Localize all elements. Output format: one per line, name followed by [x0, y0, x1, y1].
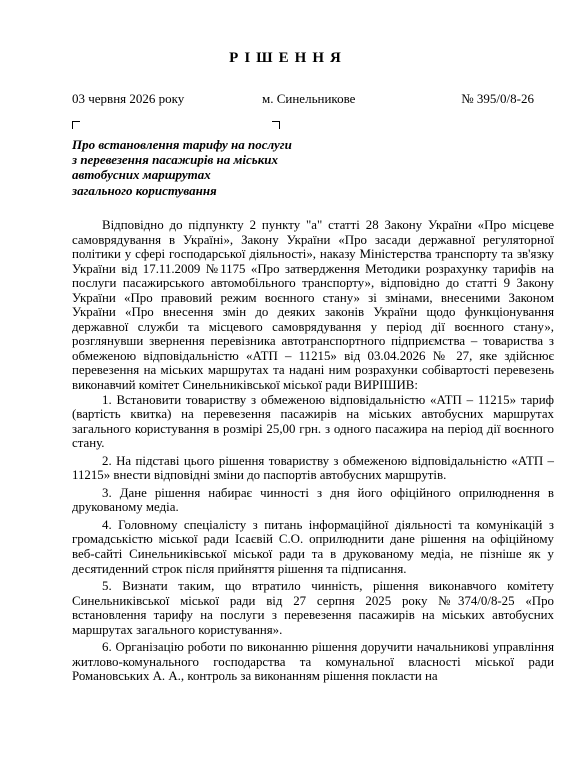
subject-line: Про встановлення тарифу на послуги [72, 137, 292, 152]
preamble-paragraph: Відповідно до підпункту 2 пункту "а" статті 28 Закону України «Про місцеве самоврядування в Україні», Закону України «Про засади державної регуляторної політики у сфері господарської діяльності», наказу Міністерства транспорту та зв'язку України від 17.11.2009 №1175 «Про затвердження Методики розрахунку тарифів на послуги пасажирського автомобільного транспорту», відповідно до статті 9 Закону України «Про правовий режим воєнного стану» зі змінами, внесеними Законом України «Про внесення змін до деяких законів України щодо функціонування державної служби та місцевого самоврядування у період дії воєнного стану», розглянувши звернення перевізника автотранспортного підприємства – товариства з обмеженою відповідальністю «АТП – 11215» від 03.04.2026 № 27, яке здійснює перевезення на міських маршрутах та надані ним розрахунки собівартості перевезень виконавчий комітет Синельниківської міської ради ВИРІШИВ: [72, 218, 554, 393]
document-subject [72, 137, 332, 198]
document-place: м. Синельникове [262, 91, 356, 106]
decision-item-1: 1. Встановити товариству з обмеженою відповідальністю «АТП – 11215» тариф (вартість квитка) на перевезення пасажирів на міських автобусних маршрутах загального користування в розмірі 25,00 грн. з одного пасажира на період дії воєнного стану. [72, 392, 554, 451]
document-body [72, 218, 554, 687]
document-date: 03 червня 2026 року [72, 91, 185, 106]
subject-corner-left-mark [72, 121, 80, 129]
decision-item-4: 4. Головному спеціалісту з питань інформаційної діяльності та комунікацій з громадськістю міської ради Ісаєвій С.О. оприлюднити дане рішення на офіційному веб-сайті Синельниківської міської ради та в друкованому медіа, не пізніше як у десятиденний строк після прийняття рішення та підписання. [72, 517, 554, 576]
document-number: № 395/0/8-26 [461, 91, 534, 106]
document-title: РІШЕННЯ [229, 50, 347, 66]
decision-item-2: 2. На підставі цього рішення товариству з обмеженою відповідальністю «АТП – 11215» внести відповідні зміни до паспортів автобусних маршрутів. [72, 453, 554, 483]
decision-item-3: 3. Дане рішення набирає чинності з дня його офіційного оприлюднення в друкованому медіа. [72, 485, 554, 515]
subject-corner-right-mark [272, 121, 280, 129]
subject-line: автобусних маршрутах [72, 167, 211, 183]
subject-line: загального користування [72, 182, 217, 198]
subject-line: з перевезення пасажирів на міських [72, 152, 279, 168]
decision-item-6: 6. Організацію роботи по виконанню рішення доручити начальникові управління житлово-комунального господарства та комунальної власності міської ради Романовських А. А., контроль за виконанням рішення покласти на [72, 640, 554, 684]
decision-item-5: 5. Визнати таким, що втратило чинність, рішення виконавчого комітету Синельниківської міської ради від 27 серпня 2025 року №374/0/8-25 «Про встановлення тарифу на послуги з перевезення пасажирів на міських автобусних маршрутах загального користування». [72, 579, 554, 637]
